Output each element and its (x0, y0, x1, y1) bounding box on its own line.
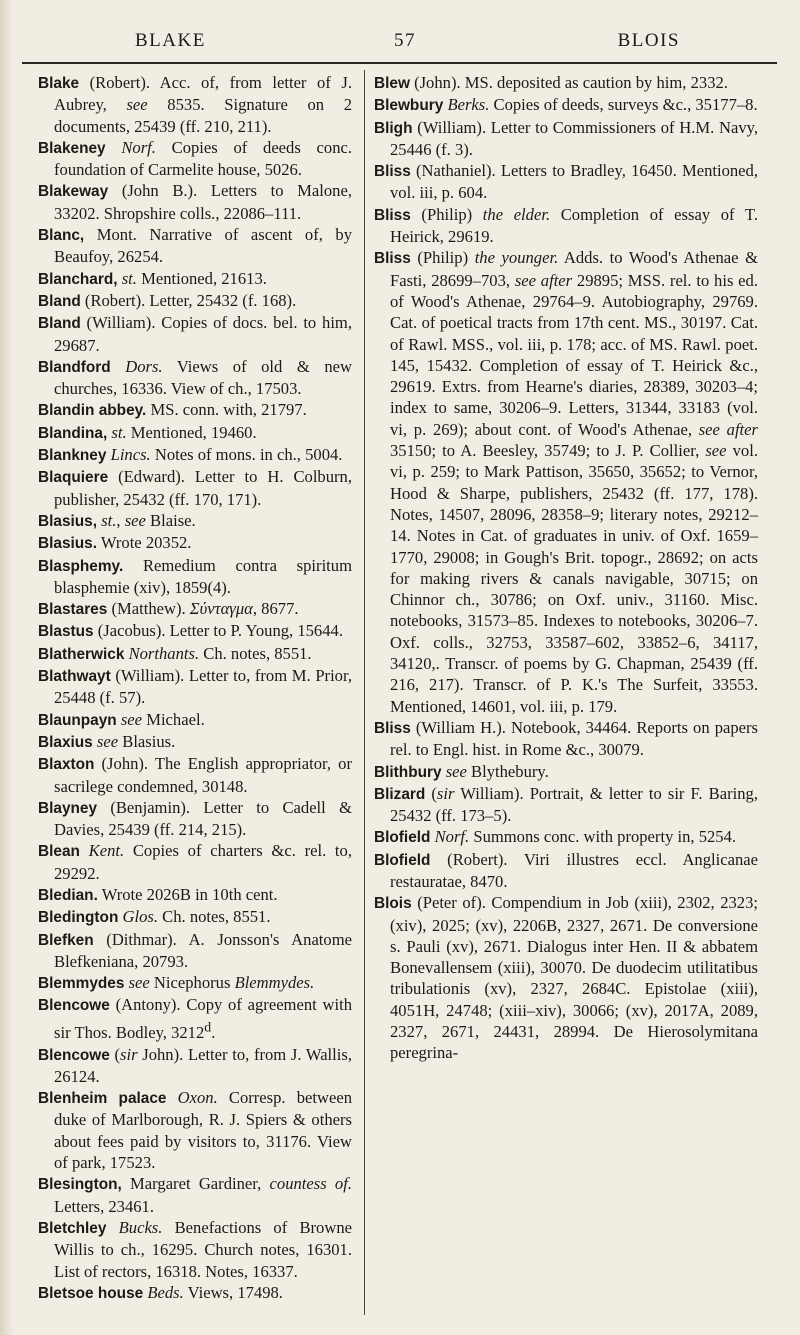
index-entry (374, 204, 758, 248)
entry-description: (William). Copies of docs. bel. to him, 29687. (54, 313, 352, 355)
index-entry (374, 94, 758, 116)
entry-description: (John). MS. deposited as caution by him, 2332. (409, 73, 728, 92)
entry-description: MS. conn. with, 21797. (146, 400, 307, 420)
index-entry (38, 137, 352, 181)
index-entry (38, 555, 352, 599)
entry-headword: Blatherwick (38, 645, 125, 663)
index-entry (38, 1173, 352, 1217)
index-entry (38, 929, 352, 973)
entry-headword: Blayney (38, 799, 98, 817)
entry-description: Wrote 2026B in 10th cent. (97, 884, 278, 904)
entry-description: see Blasius. (96, 731, 176, 751)
entry-headword: Blean (38, 843, 80, 861)
entry-description: Lincs. Notes of mons. in ch., 5004. (110, 445, 343, 465)
entry-description: (Matthew). Σύνταγμα, 8677. (107, 599, 299, 619)
entry-headword: Blencowe (38, 997, 110, 1015)
index-entry (38, 268, 352, 290)
entry-description: Wrote 20352. (97, 533, 192, 553)
index-entry (374, 761, 758, 783)
entry-headword: Bletsoe house (38, 1284, 144, 1302)
right-column (374, 72, 758, 1064)
index-entry (374, 717, 758, 761)
entry-description: (Edward). Letter to H. Colburn, publisher, 25432 (ff. 170, 171). (54, 467, 352, 509)
entry-headword: Blandford (38, 358, 111, 376)
index-entry (38, 906, 352, 928)
entry-headword: Blanchard, (38, 270, 118, 288)
entry-description: see Nicephorus Blemmydes. (128, 973, 315, 993)
index-entry (38, 510, 352, 532)
index-entry (38, 1044, 352, 1088)
entry-headword: Blefken (38, 931, 94, 949)
index-entry (38, 532, 352, 554)
entry-headword: Blewbury (374, 97, 444, 115)
index-entry (38, 1087, 352, 1173)
index-entry (38, 709, 352, 731)
entry-description: Margaret Gardiner, countess of. Letters, 23461. (54, 1174, 352, 1216)
left-column (38, 72, 352, 1304)
entry-headword: Blaunpayn (38, 711, 117, 729)
index-entry (38, 994, 352, 1043)
header-right-guide-word: BLOIS (617, 30, 680, 51)
entry-description: Bucks. Benefactions of Browne Willis to ch., 16295. Church notes, 16301. List of rectors, 16318. Notes, 16337. (54, 1217, 352, 1281)
entry-headword: Blasphemy. (38, 557, 124, 575)
index-entry (38, 643, 352, 665)
entry-description: Northants. Ch. notes, 8551. (128, 643, 312, 663)
entry-description: (Robert). Viri illustres eccl. Anglicanae restauratae, 8470. (390, 849, 758, 891)
index-entry (38, 753, 352, 797)
page-number: 57 (394, 30, 416, 51)
entry-headword: Blenheim palace (38, 1090, 167, 1108)
entry-headword: Bligh (374, 119, 413, 137)
entry-description: (Philip) the younger. Adds. to Wood's Athenae & Fasti, 28699–703, see after 29895; MSS. rel. to his ed. of Wood's Athenae, 29764–9. Autobiography, 29769. Cat. of poetical tracts from 17th cent. MS., 30197. Cat. of Rawl. MSS., vol. iii, p. 178; acc. of MS. Rawl. poet. 145, 15432. Completion of essay of T. Heirick &c., 29619. Extrs. from Hearne's diaries, 28389, 30203–4; index to same, 30206–9. Letters, 31344, 33183 (vol. vi, p. 269); about cont. of Wood's Athenae, see after 35150; to A. Beesley, 35749; to J. P. Collier, see vol. vi, p. 259; to Mark Pattison, 35650, 35652; to Vernor, Hood & Sharpe, publishers, 25432 (ff. 177, 178). Notes, 14507, 28096, 28358–9; literary notes, 29212–14. Notes in Cat. of graduates in univ. of Oxf. 1659–1770, 29008; in Gough's Brit. topogr., 28692; on acts for making rivers & canals navigable, 30715; on Chinnor ch., 30786; on Oxf. univ., 31160. Misc. notebooks, 31573–85. Indexes to notebooks, 30206–7. Oxf. colls., 32753, 33587–602, 33852–6, 34117, 34120,. Transcr. of poems by G. Chapman, 25439 (ff. 216, 217). Transcr. of P. K.'s The Surfeit, 33553. Mentioned, 14601, vol. iii, p. 179. (390, 248, 758, 716)
entry-headword: Blandina, (38, 424, 108, 442)
entry-description: see Michael. (120, 709, 205, 729)
column-divider (364, 70, 365, 1315)
entry-headword: Bliss (374, 250, 411, 268)
index-entry (374, 117, 758, 161)
entry-headword: Bliss (374, 719, 411, 737)
index-entry (38, 1282, 352, 1304)
index-entry (38, 72, 352, 137)
entry-description: Remedium contra spiritum blasphemie (xiv), 1859(4). (54, 555, 352, 597)
index-entry (374, 783, 758, 827)
entry-headword: Blaxton (38, 756, 95, 774)
entry-headword: Blencowe (38, 1046, 110, 1064)
entry-description: (Dithmar). A. Jonsson's Anatome Blefkeniana, 20793. (54, 929, 352, 971)
index-entry (38, 422, 352, 444)
entry-description: (John B.). Letters to Malone, 33202. Shropshire colls., 22086–111. (54, 181, 352, 223)
entry-headword: Blanc, (38, 227, 85, 245)
entry-headword: Blankney (38, 447, 107, 465)
entry-headword: Blofield (374, 851, 431, 869)
entry-description: (Jacobus). Letter to P. Young, 15644. (93, 621, 343, 641)
entry-headword: Bletchley (38, 1219, 107, 1237)
entry-headword: Blandin abbey. (38, 402, 147, 420)
index-entry (38, 797, 352, 841)
entry-description: Norf. Copies of deeds conc. foundation of Carmelite house, 5026. (54, 137, 352, 180)
entry-headword: Blaquiere (38, 469, 109, 487)
entry-description: (William). Letter to Commissioners of H.M. Navy, 25446 (f. 3). (390, 117, 758, 159)
entry-description: st. Mentioned, 21613. (121, 268, 267, 288)
index-entry (374, 849, 758, 893)
entry-headword: Blemmydes (38, 975, 125, 993)
entry-description: st. Mentioned, 19460. (111, 422, 257, 442)
index-entry (38, 466, 352, 510)
entry-headword: Bliss (374, 206, 411, 224)
entry-headword: Bland (38, 315, 81, 333)
entry-headword: Blakeney (38, 139, 106, 157)
index-entry (38, 312, 352, 356)
entry-description: (Philip) the elder. Completion of essay of T. Heirick, 29619. (390, 204, 758, 247)
entry-headword: Blaxius (38, 733, 93, 751)
entry-headword: Blake (38, 75, 80, 92)
entry-headword: Blasius. (38, 535, 98, 553)
entry-description: (Antony). Copy of agreement with sir Thos. Bodley, 3212$^d$. (54, 995, 352, 1043)
entry-description: Mont. Narrative of ascent of, by Beaufoy, 26254. (54, 225, 352, 267)
entry-description: Berks. Copies of deeds, surveys &c., 35177–8. (447, 95, 758, 115)
entry-headword: Blew (374, 75, 410, 92)
entry-description: (Benjamin). Letter to Cadell & Davies, 25439 (ff. 214, 215). (54, 797, 352, 840)
entry-description: Dors. Views of old & new churches, 16336. View of ch., 17503. (54, 356, 352, 399)
index-entry (38, 665, 352, 709)
entry-description: (sir William). Portrait, & letter to sir F. Baring, 25432 (ff. 173–5). (390, 783, 758, 826)
entry-headword: Blofield (374, 829, 431, 847)
entry-headword: Blastares (38, 601, 108, 619)
index-entry (38, 731, 352, 753)
index-entry (374, 72, 758, 94)
entry-headword: Blesington, (38, 1176, 122, 1194)
entry-headword: Bland (38, 292, 81, 310)
page-header (40, 30, 770, 60)
index-entry (374, 160, 758, 204)
entry-headword: Blois (374, 895, 412, 913)
header-rule (22, 62, 777, 64)
entry-description: (Robert). Acc. of, from letter of J. Aubrey, see 8535. Signature on 2 documents, 25439 (ff. 210, 211). (54, 73, 353, 136)
index-entry (38, 1217, 352, 1282)
index-entry (38, 399, 352, 421)
entry-headword: Bliss (374, 163, 411, 181)
index-entry (38, 884, 352, 906)
entry-description: (William H.). Notebook, 34464. Reports on papers rel. to Engl. hist. in Rome &c., 30079. (390, 717, 758, 760)
entry-description: (John). The English appropriator, or sacrilege condemned, 30148. (54, 754, 352, 796)
entry-description: (Peter of). Compendium in Job (xiii), 2302, 2323; (xiv), 2025; (xv), 2206B, 2327, 2671. De conversione s. Pauli (xv), 2671. Dialogus inter Hen. II & abbatem Bonevallensem (xiii), 30070. De duodecim utilitatibus tribulationis (xv), 2327, 2684C. Epistolae (xiii), 4051H, 24748; (xiii–xiv), 30066; (xv), 2017A, 2089, 2327, 2671, 24431, 28994. De Hierosolymitana peregrina- (390, 893, 758, 1063)
entry-headword: Blathwayt (38, 668, 111, 686)
entry-description: (William). Letter to, from M. Prior, 25448 (f. 57). (54, 666, 352, 708)
header-left-guide-word: BLAKE (135, 30, 206, 51)
entry-description: (Robert). Letter, 25432 (f. 168). (80, 290, 297, 310)
entry-description: (sir John). Letter to, from J. Wallis, 26124. (54, 1044, 352, 1086)
entry-headword: Blizard (374, 785, 426, 803)
index-entry (38, 972, 352, 994)
entry-headword: Blakeway (38, 183, 109, 201)
index-entry (38, 620, 352, 642)
entry-headword: Blastus (38, 623, 94, 641)
entry-description: Glos. Ch. notes, 8551. (122, 907, 271, 927)
entry-headword: Bledington (38, 909, 119, 927)
index-entry (38, 356, 352, 400)
index-entry (38, 224, 352, 268)
entry-headword: Bledian. (38, 886, 98, 904)
entry-description: Kent. Copies of charters &c. rel. to, 29292. (54, 841, 352, 883)
entry-description: Norf. Summons conc. with property in, 5254. (434, 827, 737, 847)
index-entry (38, 444, 352, 466)
index-entry (38, 598, 352, 620)
entry-headword: Blasius, (38, 512, 98, 530)
index-entry (374, 892, 758, 1063)
index-entry (38, 290, 352, 312)
entry-description: (Nathaniel). Letters to Bradley, 16450. Mentioned, vol. iii, p. 604. (390, 161, 758, 203)
index-entry (38, 180, 352, 224)
page-edge-shadow (0, 0, 14, 1335)
entry-headword: Blithbury (374, 763, 442, 781)
entry-description: Beds. Views, 17498. (147, 1282, 283, 1302)
entry-description: Oxon. Corresp. between duke of Marlborough, R. J. Spiers & others about fees paid by visitors to, 31176. View of park, 17523. (54, 1088, 352, 1173)
index-entry (374, 247, 758, 717)
entry-description: st., see Blaise. (101, 510, 196, 530)
index-entry (38, 840, 352, 884)
entry-description: see Blythebury. (445, 761, 549, 781)
index-entry (374, 826, 758, 848)
